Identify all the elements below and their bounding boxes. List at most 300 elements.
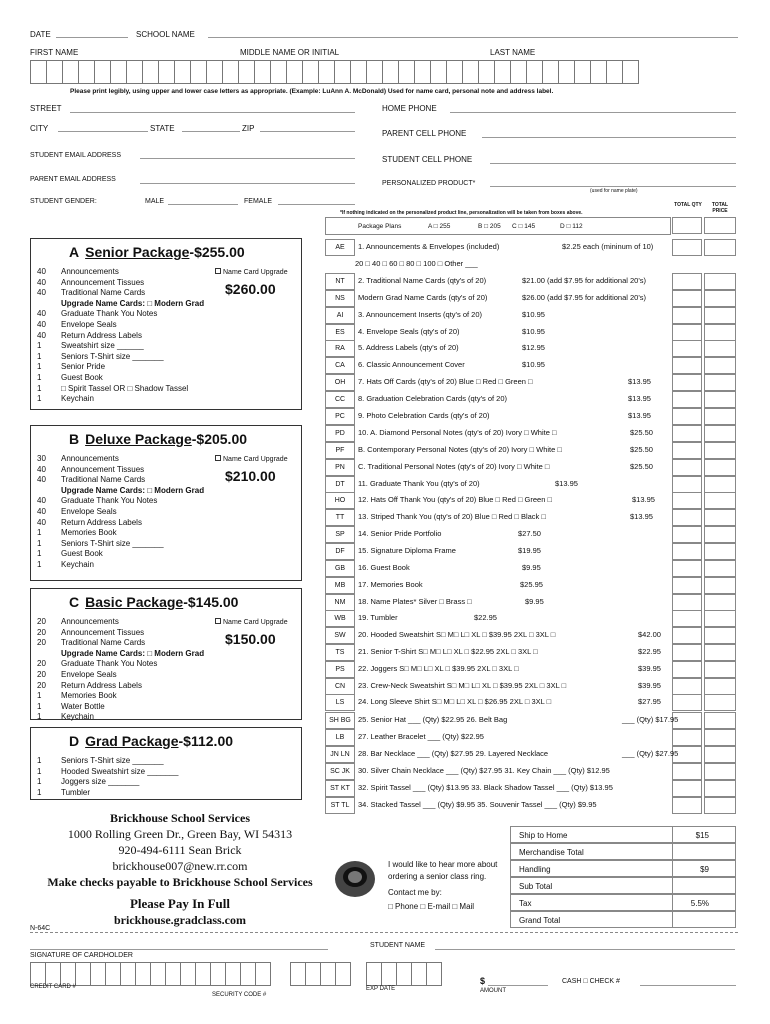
signature-label: SIGNATURE OF CARDHOLDER xyxy=(30,952,133,959)
gender-label: STUDENT GENDER: xyxy=(30,198,97,205)
city-field[interactable] xyxy=(58,131,148,132)
amount-label: AMOUNT xyxy=(480,988,506,994)
item-line: 15. Signature Diploma Frame xyxy=(358,546,456,555)
item-price-box[interactable] xyxy=(704,712,736,729)
male-field[interactable] xyxy=(168,204,238,205)
item-qty-box[interactable] xyxy=(672,797,702,814)
package-d xyxy=(30,727,302,800)
item-code: PN xyxy=(325,459,355,476)
line-text: □ Spirit Tassel OR □ Shadow Tassel xyxy=(61,383,189,393)
item-qty-box[interactable] xyxy=(672,239,702,256)
item-price-box[interactable] xyxy=(704,273,736,290)
item-qty-box[interactable] xyxy=(672,678,702,695)
input-cell[interactable] xyxy=(606,60,623,84)
ring-line2: ordering a senior class ring. xyxy=(388,872,487,881)
line-qty: 1 xyxy=(37,341,42,351)
item-price-box[interactable] xyxy=(704,526,736,543)
line-qty: 40 xyxy=(37,320,46,329)
package-letter: C xyxy=(69,594,80,610)
package-line xyxy=(31,384,188,393)
package-line xyxy=(31,486,204,495)
item-price-box[interactable] xyxy=(704,729,736,746)
line-qty: 1 xyxy=(37,777,42,787)
line-text: Upgrade Name Cards: □ Modern Grad xyxy=(61,648,205,658)
item-price: $25.50 xyxy=(630,428,653,437)
package-line xyxy=(31,767,178,776)
company-block xyxy=(30,810,330,928)
input-cell[interactable] xyxy=(180,962,196,986)
home-phone-field[interactable] xyxy=(450,112,736,113)
line-qty: 40 xyxy=(37,309,46,319)
line-text: Guest Book xyxy=(61,373,103,382)
item-price-box[interactable] xyxy=(704,594,736,611)
item-qty-box[interactable] xyxy=(672,526,702,543)
input-cell[interactable] xyxy=(334,60,351,84)
package-line xyxy=(31,518,142,527)
input-cell[interactable] xyxy=(94,60,111,84)
item-price: ___ (Qty) $27.95 xyxy=(622,749,679,758)
item-code: OH xyxy=(325,374,355,391)
line-text: Senior Pride xyxy=(61,362,106,372)
line-text: Traditional Name Cards xyxy=(61,288,146,298)
cash-check[interactable]: CASH □ CHECK # xyxy=(562,978,620,985)
ring-options[interactable]: □ Phone □ E-mail □ Mail xyxy=(388,902,475,911)
item-qty-box[interactable] xyxy=(672,408,702,425)
input-cell[interactable] xyxy=(270,60,287,84)
line-qty: 1 xyxy=(37,787,42,797)
line-text: Graduate Thank You Notes xyxy=(61,659,158,669)
input-cell[interactable] xyxy=(105,962,121,986)
line-text: Memories Book xyxy=(61,528,117,538)
package-line xyxy=(31,267,119,276)
item-price-box[interactable] xyxy=(704,408,736,425)
item-price: $22.95 xyxy=(474,613,497,622)
item-qty-box[interactable] xyxy=(672,340,702,357)
package-line xyxy=(31,712,94,721)
package-line xyxy=(31,454,119,463)
line-text: Tumbler xyxy=(61,787,91,797)
package-line xyxy=(31,702,105,711)
input-cell[interactable] xyxy=(222,60,239,84)
item-price-box[interactable] xyxy=(704,239,736,256)
input-cell[interactable] xyxy=(590,60,607,84)
item-price: $13.95 xyxy=(628,394,651,403)
package-a xyxy=(30,238,302,410)
input-cell[interactable] xyxy=(240,962,256,986)
upgrade-price: $260.00 xyxy=(225,281,276,297)
input-cell[interactable] xyxy=(320,962,336,986)
total-row xyxy=(510,894,736,911)
item-price: $25.95 xyxy=(520,580,543,589)
item-price-box[interactable] xyxy=(704,391,736,408)
total-value[interactable]: $15 xyxy=(695,831,709,840)
name-cells[interactable] xyxy=(30,60,638,84)
input-cell[interactable] xyxy=(478,60,495,84)
item-qty-box[interactable] xyxy=(672,273,702,290)
line-text: Graduate Thank You Notes xyxy=(61,309,158,319)
input-cell[interactable] xyxy=(126,60,143,84)
item-price-box[interactable] xyxy=(704,780,736,797)
input-cell[interactable] xyxy=(158,60,175,84)
student-email-field[interactable] xyxy=(140,158,355,159)
input-cell[interactable] xyxy=(255,962,271,986)
item-price-box[interactable] xyxy=(704,442,736,459)
package-header-price: -$145.00 xyxy=(183,594,239,610)
name-card-upgrade[interactable] xyxy=(213,618,288,626)
input-cell[interactable] xyxy=(210,962,226,986)
input-cell[interactable] xyxy=(60,962,76,986)
zip-field[interactable] xyxy=(260,131,355,132)
input-cell[interactable] xyxy=(318,60,335,84)
item-price: $13.95 xyxy=(628,411,651,420)
item-qty-box[interactable] xyxy=(672,610,702,627)
package-line xyxy=(31,309,157,318)
input-cell[interactable] xyxy=(110,60,127,84)
city-label: CITY xyxy=(30,124,49,133)
line-text: Announcement Tissues xyxy=(61,277,145,287)
item-qty-box[interactable] xyxy=(672,661,702,678)
item-qty-box[interactable] xyxy=(672,357,702,374)
item-code: GB xyxy=(325,560,355,577)
total-value[interactable]: $9 xyxy=(700,865,709,874)
item-line: 8. Graduation Celebration Cards (qty's of 20) xyxy=(358,394,508,403)
input-cell[interactable] xyxy=(238,60,255,84)
plans-price[interactable] xyxy=(704,217,736,234)
input-cell[interactable] xyxy=(286,60,303,84)
item-code: TT xyxy=(325,509,355,526)
plan-d[interactable]: D □ 112 xyxy=(560,223,583,230)
item-qty-box[interactable] xyxy=(672,425,702,442)
line-text: Announcements xyxy=(61,267,119,276)
item-code: TS xyxy=(325,644,355,661)
street-label: STREET xyxy=(30,104,62,113)
line-qty: 1 xyxy=(37,549,42,559)
input-cell[interactable] xyxy=(526,60,543,84)
line-qty: 40 xyxy=(37,496,46,506)
personalized-field[interactable] xyxy=(490,186,736,187)
package-name: Senior Package xyxy=(85,244,190,260)
input-cell[interactable] xyxy=(542,60,559,84)
line-text: Upgrade Name Cards: □ Modern Grad xyxy=(61,485,205,495)
package-line xyxy=(31,496,157,505)
package-header-price: -$205.00 xyxy=(191,431,248,447)
package-line xyxy=(31,560,94,569)
personalized-label: PERSONALIZED PRODUCT* xyxy=(382,180,476,187)
state-field[interactable] xyxy=(182,131,240,132)
line-text: Water Bottle xyxy=(61,701,105,711)
item-line: 10. A. Diamond Personal Notes (qty's of 20) Ivory □ White □ xyxy=(358,428,557,437)
item-qty-box[interactable] xyxy=(672,391,702,408)
item-qty-box[interactable] xyxy=(672,543,702,560)
line-text: Graduate Thank You Notes xyxy=(61,496,158,506)
input-cell[interactable] xyxy=(142,60,159,84)
input-cell[interactable] xyxy=(78,60,95,84)
company-web: brickhouse.gradclass.com xyxy=(114,913,246,927)
line-qty: 40 xyxy=(37,517,46,527)
item-price-box[interactable] xyxy=(704,459,736,476)
line-text: Announcements xyxy=(61,617,119,626)
input-cell[interactable] xyxy=(430,60,447,84)
checkbox[interactable] xyxy=(215,455,221,461)
total-price-header: TOTAL PRICE xyxy=(711,202,729,214)
item-qty-box[interactable] xyxy=(672,459,702,476)
item-code: AE xyxy=(325,239,355,256)
item-line: 34. Stacked Tassel ___ (Qty) $9.95 35. Souvenir Tassel ___ (Qty) $9.95 xyxy=(358,800,597,809)
item-qty-box[interactable] xyxy=(672,509,702,526)
input-cell[interactable] xyxy=(494,60,511,84)
item-code: SC JK xyxy=(325,763,355,780)
street-field[interactable] xyxy=(70,112,355,113)
item-qty-box[interactable] xyxy=(672,492,702,509)
checkbox[interactable] xyxy=(215,618,221,624)
input-cell[interactable] xyxy=(366,962,382,986)
female-field[interactable] xyxy=(278,204,355,205)
middle-name-label: MIDDLE NAME OR INITIAL xyxy=(240,48,340,57)
signature-field[interactable] xyxy=(30,949,328,950)
name-card-upgrade[interactable] xyxy=(213,455,288,463)
upgrade-price: $150.00 xyxy=(225,631,276,647)
item-price-box[interactable] xyxy=(704,610,736,627)
input-cell[interactable] xyxy=(45,962,61,986)
item-qty-box[interactable] xyxy=(672,476,702,493)
item-price-box[interactable] xyxy=(704,763,736,780)
item-price-box[interactable] xyxy=(704,476,736,493)
input-cell[interactable] xyxy=(414,60,431,84)
plan-b[interactable]: B □ 205 xyxy=(478,223,501,230)
item-code: PF xyxy=(325,442,355,459)
input-cell[interactable] xyxy=(150,962,166,986)
line-text: Return Address Labels xyxy=(61,680,142,690)
package-line xyxy=(31,670,117,679)
line-text: Hooded Sweatshirt size _______ xyxy=(61,766,179,776)
line-text: Seniors T-Shirt size _______ xyxy=(61,756,164,765)
input-cell[interactable] xyxy=(396,962,412,986)
item-price-box[interactable] xyxy=(704,307,736,324)
item-price: $25.50 xyxy=(630,445,653,454)
plan-c[interactable]: C □ 145 xyxy=(512,223,536,230)
item-code: PC xyxy=(325,408,355,425)
item-price-box[interactable] xyxy=(704,324,736,341)
item-price: $10.95 xyxy=(522,360,545,369)
item-price: $9.95 xyxy=(522,563,541,572)
item-line: 24. Long Sleeve Shirt S□ M□ L□ XL □ $26.95 2XL □ 3XL □ xyxy=(358,697,552,706)
item-price: $21.00 (add $7.95 for additional 20's) xyxy=(522,276,647,285)
item-code: NS xyxy=(325,290,355,307)
input-cell[interactable] xyxy=(206,60,223,84)
item-price: $13.95 xyxy=(630,512,653,521)
total-value[interactable]: 5.5% xyxy=(690,899,709,908)
item-price-box[interactable] xyxy=(704,340,736,357)
item-qty-box[interactable] xyxy=(672,577,702,594)
upgrade-label: Name Card Upgrade xyxy=(223,456,288,463)
input-cell[interactable] xyxy=(350,60,367,84)
item-price-box[interactable] xyxy=(704,290,736,307)
parent-cell-field[interactable] xyxy=(482,137,736,138)
date-field[interactable] xyxy=(56,37,128,38)
input-cell[interactable] xyxy=(254,60,271,84)
item-price-box[interactable] xyxy=(704,661,736,678)
item-price: $13.95 xyxy=(555,479,578,488)
line-qty: 1 xyxy=(37,560,42,569)
personalized-note: *If nothing indicated on the personalized product line, personalization will be taken from boxes above. xyxy=(340,210,583,216)
input-cell[interactable] xyxy=(305,962,321,986)
input-cell[interactable] xyxy=(135,962,151,986)
total-row xyxy=(510,911,736,928)
exp-cells[interactable] xyxy=(366,962,441,986)
input-cell[interactable] xyxy=(30,962,46,986)
input-cell[interactable] xyxy=(462,60,479,84)
input-cell[interactable] xyxy=(174,60,191,84)
input-cell[interactable] xyxy=(381,962,397,986)
item-price-box[interactable] xyxy=(704,644,736,661)
item-price-box[interactable] xyxy=(704,627,736,644)
total-qty-header: TOTAL QTY xyxy=(674,202,702,208)
package-line xyxy=(31,649,204,658)
input-cell[interactable] xyxy=(195,962,211,986)
line-text: Announcement Tissues xyxy=(61,464,145,474)
input-cell[interactable] xyxy=(302,60,319,84)
item-price-box[interactable] xyxy=(704,357,736,374)
item-code: NT xyxy=(325,273,355,290)
input-cell[interactable] xyxy=(366,60,383,84)
item-price-box[interactable] xyxy=(704,374,736,391)
input-cell[interactable] xyxy=(335,962,351,986)
item-price-box[interactable] xyxy=(704,746,736,763)
item-qty-box[interactable] xyxy=(672,324,702,341)
package-line xyxy=(31,777,139,786)
package-letter: D xyxy=(69,733,80,749)
totals-divider xyxy=(672,826,673,928)
item-line: 5. Address Labels (qty's of 20) xyxy=(358,343,459,352)
student-cell-field[interactable] xyxy=(490,163,736,164)
item-price: $25.50 xyxy=(630,462,653,471)
item-line: 28. Bar Necklace ___ (Qty) $27.95 29. Layered Necklace xyxy=(358,749,549,758)
package-line xyxy=(31,659,157,668)
item-code: DF xyxy=(325,543,355,560)
item-price-box[interactable] xyxy=(704,492,736,509)
security-cells[interactable] xyxy=(290,962,350,986)
line-qty: 40 xyxy=(37,330,46,340)
input-cell[interactable] xyxy=(190,60,207,84)
input-cell[interactable] xyxy=(622,60,639,84)
item-line: 25. Senior Hat ___ (Qty) $22.95 26. Belt Bag xyxy=(358,715,508,724)
plan-a[interactable]: A □ 255 xyxy=(428,223,451,230)
item-qty-box[interactable] xyxy=(672,442,702,459)
line-qty: 1 xyxy=(37,528,42,538)
item-qty-box[interactable] xyxy=(672,290,702,307)
company-email: brickhouse007@new.rr.com xyxy=(112,859,248,873)
item-price-box[interactable] xyxy=(704,425,736,442)
item-qty-box[interactable] xyxy=(672,374,702,391)
input-cell[interactable] xyxy=(574,60,591,84)
parent-email-field[interactable] xyxy=(140,183,355,184)
input-cell[interactable] xyxy=(165,962,181,986)
input-cell[interactable] xyxy=(30,60,47,84)
credit-card-cells[interactable] xyxy=(30,962,270,986)
plans-qty[interactable] xyxy=(672,217,702,234)
instruction: Please print legibly, using upper and lower case letters as appropriate. (Example: LuAnn A. McDonald) Used for name card, personal note and address label. xyxy=(70,88,554,95)
input-cell[interactable] xyxy=(62,60,79,84)
total-row xyxy=(510,860,736,877)
company-phone: 920-494-6111 Sean Brick xyxy=(118,843,242,857)
item-price-box[interactable] xyxy=(704,543,736,560)
student-name-label: STUDENT NAME xyxy=(370,942,426,949)
line-text: Upgrade Name Cards: □ Modern Grad xyxy=(61,298,205,308)
parent-cell-label: PARENT CELL PHONE xyxy=(382,129,467,138)
item-qty-box[interactable] xyxy=(672,627,702,644)
item-price-box[interactable] xyxy=(704,694,736,711)
item-line: B. Contemporary Personal Notes (qty's of 20) Ivory □ White □ xyxy=(358,445,562,454)
item-line: 13. Striped Thank You (qty's of 20) Blue □ Red □ Black □ xyxy=(358,512,546,521)
form-number: N-64C xyxy=(30,925,51,932)
item-qty-box[interactable] xyxy=(672,763,702,780)
item-code: HO xyxy=(325,492,355,509)
line-qty: 1 xyxy=(37,362,42,372)
item-qty-box[interactable] xyxy=(672,307,702,324)
school-field[interactable] xyxy=(208,37,738,38)
package-line xyxy=(31,278,144,287)
item-price: $27.95 xyxy=(638,697,661,706)
male-label: MALE xyxy=(145,198,165,205)
item-code: WB xyxy=(325,610,355,627)
item-price-box[interactable] xyxy=(704,560,736,577)
input-cell[interactable] xyxy=(225,962,241,986)
input-cell[interactable] xyxy=(90,962,106,986)
input-cell[interactable] xyxy=(46,60,63,84)
checkbox[interactable] xyxy=(215,268,221,274)
input-cell[interactable] xyxy=(398,60,415,84)
input-cell[interactable] xyxy=(382,60,399,84)
item-line: 3. Announcement Inserts (qty's of 20) xyxy=(358,310,482,319)
item-qty-box[interactable] xyxy=(672,780,702,797)
item-price-box[interactable] xyxy=(704,678,736,695)
item-price: $39.95 xyxy=(638,664,661,673)
input-cell[interactable] xyxy=(411,962,427,986)
input-cell[interactable] xyxy=(446,60,463,84)
company-name: Brickhouse School Services xyxy=(110,811,250,825)
input-cell[interactable] xyxy=(426,962,442,986)
item-qty-box[interactable] xyxy=(672,644,702,661)
total-label: Merchandise Total xyxy=(519,848,584,857)
item-qty-box[interactable] xyxy=(672,694,702,711)
line-text: Return Address Labels xyxy=(61,330,142,340)
item-price-box[interactable] xyxy=(704,577,736,594)
package-line xyxy=(31,638,145,647)
student-name-field[interactable] xyxy=(435,949,735,950)
line-qty: 20 xyxy=(37,670,46,679)
item-line: 9. Photo Celebration Cards (qty's of 20) xyxy=(358,411,490,420)
check-field[interactable] xyxy=(640,985,736,986)
item-code: CA xyxy=(325,357,355,374)
line-qty: 1 xyxy=(37,766,42,776)
item-qty-box[interactable] xyxy=(672,594,702,611)
line-qty: 1 xyxy=(37,394,42,404)
amount-field[interactable] xyxy=(488,985,548,986)
line-qty: 1 xyxy=(37,383,42,393)
item-qty-box[interactable] xyxy=(672,560,702,577)
input-cell[interactable] xyxy=(75,962,91,986)
item-line: 1. Announcements & Envelopes (included) xyxy=(358,242,500,251)
input-cell[interactable] xyxy=(120,962,136,986)
input-cell[interactable] xyxy=(510,60,527,84)
input-cell[interactable] xyxy=(558,60,575,84)
name-card-upgrade[interactable] xyxy=(213,268,288,276)
item-price-box[interactable] xyxy=(704,797,736,814)
item-price-box[interactable] xyxy=(704,509,736,526)
input-cell[interactable] xyxy=(290,962,306,986)
item-qty-box[interactable] xyxy=(672,729,702,746)
female-label: FEMALE xyxy=(244,198,273,205)
